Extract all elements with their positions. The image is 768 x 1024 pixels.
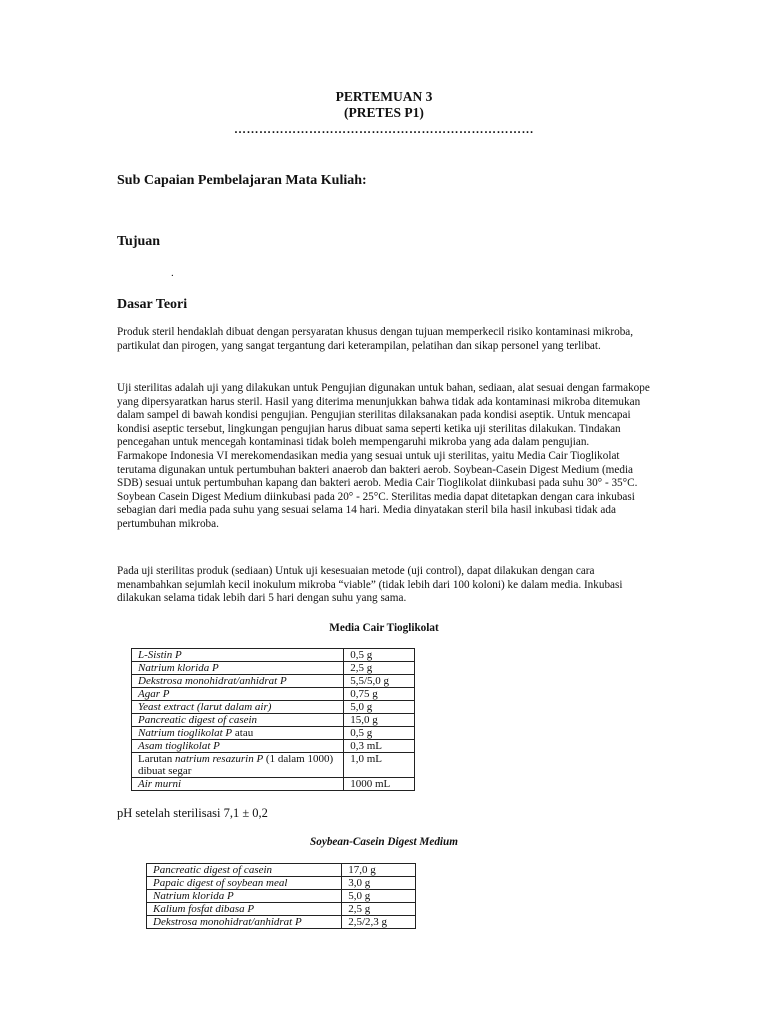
ingredient-name: Pancreatic digest of casein — [138, 714, 258, 726]
page-subtitle: (PRETES P1) — [344, 105, 424, 120]
media-tioglikolat-table — [131, 648, 415, 791]
table-row — [132, 778, 415, 791]
amount-cell: 5,0 g — [344, 701, 415, 714]
table-row — [147, 916, 416, 929]
ingredient-name: Natrium klorida P — [153, 890, 234, 902]
table-row — [147, 877, 416, 890]
ingredient-name: Yeast extract (larut dalam air) — [138, 701, 272, 713]
amount-cell: 5,5/5,0 g — [344, 675, 415, 688]
ingredient-name: Natrium tioglikolat P — [138, 727, 233, 739]
amount-cell: 15,0 g — [344, 714, 415, 727]
ingredient-cell — [132, 688, 344, 701]
ingredient-name: Asam tioglikolat P — [138, 740, 220, 752]
ingredient-cell — [147, 877, 342, 890]
table-row — [132, 753, 415, 778]
table2-caption: Soybean-Casein Digest Medium — [310, 836, 458, 848]
table-row — [132, 727, 415, 740]
ingredient-cell — [147, 890, 342, 903]
ingredient-cell — [132, 649, 344, 662]
soybean-casein-table — [146, 863, 416, 929]
ph-note: pH setelah sterilisasi 7,1 ± 0,2 — [117, 806, 268, 820]
ingredient-cell — [147, 864, 342, 877]
table-row — [132, 740, 415, 753]
amount-cell: 0,3 mL — [344, 740, 415, 753]
table-row — [132, 701, 415, 714]
ingredient-name: Pancreatic digest of casein — [153, 864, 273, 876]
ingredient-name: Dekstrosa monohidrat/anhidrat P — [138, 675, 287, 687]
ingredient-name: Dekstrosa monohidrat/anhidrat P — [153, 916, 302, 928]
amount-cell: 3,0 g — [342, 877, 416, 890]
amount-cell: 1000 mL — [344, 778, 415, 791]
ingredient-name: natrium resazurin P — [174, 753, 264, 765]
ingredient-name: Papaic digest of soybean meal — [153, 877, 288, 889]
paragraph-uji-sterilitas — [117, 382, 657, 532]
heading-tujuan: Tujuan — [117, 234, 161, 249]
table-row — [147, 890, 416, 903]
table-row — [132, 714, 415, 727]
amount-cell: 0,75 g — [344, 688, 415, 701]
amount-cell: 0,5 g — [344, 727, 415, 740]
amount-cell: 1,0 mL — [344, 753, 415, 778]
paragraph-text: Pada uji sterilitas produk (sediaan) Untuk uji kesesuaian metode (uji control), dapat dilakukan dengan cara menambahkan sejumlah kecil inokulum mikroba “viable” (tidak lebih dari 100 koloni) ke dalam media. Inkubasi dilakukan selama tidak lebih dari 5 hari dengan suhu yang sama. — [117, 565, 623, 605]
page-title: PERTEMUAN 3 — [335, 89, 433, 104]
paragraph-text: Farmakope Indonesia VI merekomendasikan media yang sesuai untuk uji sterilitas, yaitu Media Cair Tioglikolat terutama digunakan untuk pertumbuhan bakteri anaerob dan bakteri aerob. Soybean-Casein Digest Medium (media SDB) sesuai untuk pertumbuhan kapang dan bakteri aerob. Media Cair Tioglikolat diinkubasi pada suhu 30° - 35°C. Soybean Casein Digest Medium diinkubasi pada 20° - 25°C. Sterilitas media dapat ditetapkan dengan cara inkubasi sebagian dari media pada suhu yang sesuai selama 14 hari. Media dinyatakan steril bila hasil inkubasi tidak ada pertumbuhan mikroba. — [117, 449, 638, 530]
amount-cell: 0,5 g — [344, 649, 415, 662]
table-row — [147, 864, 416, 877]
ingredient-cell — [132, 740, 344, 753]
ingredient-cell — [147, 903, 342, 916]
ingredient-name: Air murni — [138, 778, 182, 790]
table-row — [147, 903, 416, 916]
paragraph-uji-kesesuaian — [117, 565, 657, 606]
ingredient-cell — [132, 662, 344, 675]
ingredient-cell — [132, 727, 344, 740]
tujuan-placeholder: . — [171, 267, 174, 279]
table-row — [132, 688, 415, 701]
amount-cell: 17,0 g — [342, 864, 416, 877]
table-row — [132, 662, 415, 675]
ingredient-name: Agar P — [138, 688, 170, 700]
title-separator: ……………………………………………………………… — [234, 122, 534, 136]
amount-cell: 2,5 g — [344, 662, 415, 675]
table1-caption: Media Cair Tioglikolat — [329, 622, 439, 634]
ingredient-suffix: (1 dalam 1000) dibuat segar — [138, 753, 334, 777]
ingredient-name: L-Sistin P — [138, 649, 182, 661]
ingredient-prefix: Larutan — [138, 753, 175, 765]
ingredient-cell — [147, 916, 342, 929]
table-row — [132, 675, 415, 688]
amount-cell: 2,5 g — [342, 903, 416, 916]
table-row — [132, 649, 415, 662]
ingredient-cell — [132, 753, 344, 778]
heading-sub-capaian: Sub Capaian Pembelajaran Mata Kuliah: — [117, 173, 367, 188]
amount-cell: 2,5/2,3 g — [342, 916, 416, 929]
paragraph-produk-steril — [117, 326, 657, 353]
paragraph-text: Uji sterilitas adalah uji yang dilakukan untuk Pengujian digunakan untuk bahan, sediaan, alat sesuai dengan farmakope yang dipersyaratkan harus steril. Hasil yang diterima menunjukkan bahwa tidak ada kontaminasi mikroba ditemukan dalam sampel di bawah kondisi pengujian. Pengujian sterilitas dilaksanakan pada kondisi aseptik. Untuk mencapai kondisi aseptic tersebut, lingkungan pengujian harus dibuat sama seperti ketika uji sterilitas dilakukan. Tindakan pencegahan untuk mencegah kontaminasi tidak boleh mempengaruhi mikroba yang ada dalam pengujian. — [117, 382, 650, 449]
ingredient-name: Kalium fosfat dibasa P — [153, 903, 255, 915]
ingredient-cell — [132, 714, 344, 727]
paragraph-text: Produk steril hendaklah dibuat dengan persyaratan khusus dengan tujuan memperkecil risiko kontaminasi mikroba, partikulat dan pirogen, yang sangat tergantung dari keterampilan, pelatihan dan sikap personel yang terlibat. — [117, 326, 634, 352]
ingredient-cell — [132, 675, 344, 688]
ingredient-suffix: atau — [232, 727, 254, 739]
ingredient-cell — [132, 701, 344, 714]
ingredient-name: Natrium klorida P — [138, 662, 219, 674]
ingredient-cell — [132, 778, 344, 791]
heading-dasar-teori: Dasar Teori — [117, 297, 188, 312]
amount-cell: 5,0 g — [342, 890, 416, 903]
